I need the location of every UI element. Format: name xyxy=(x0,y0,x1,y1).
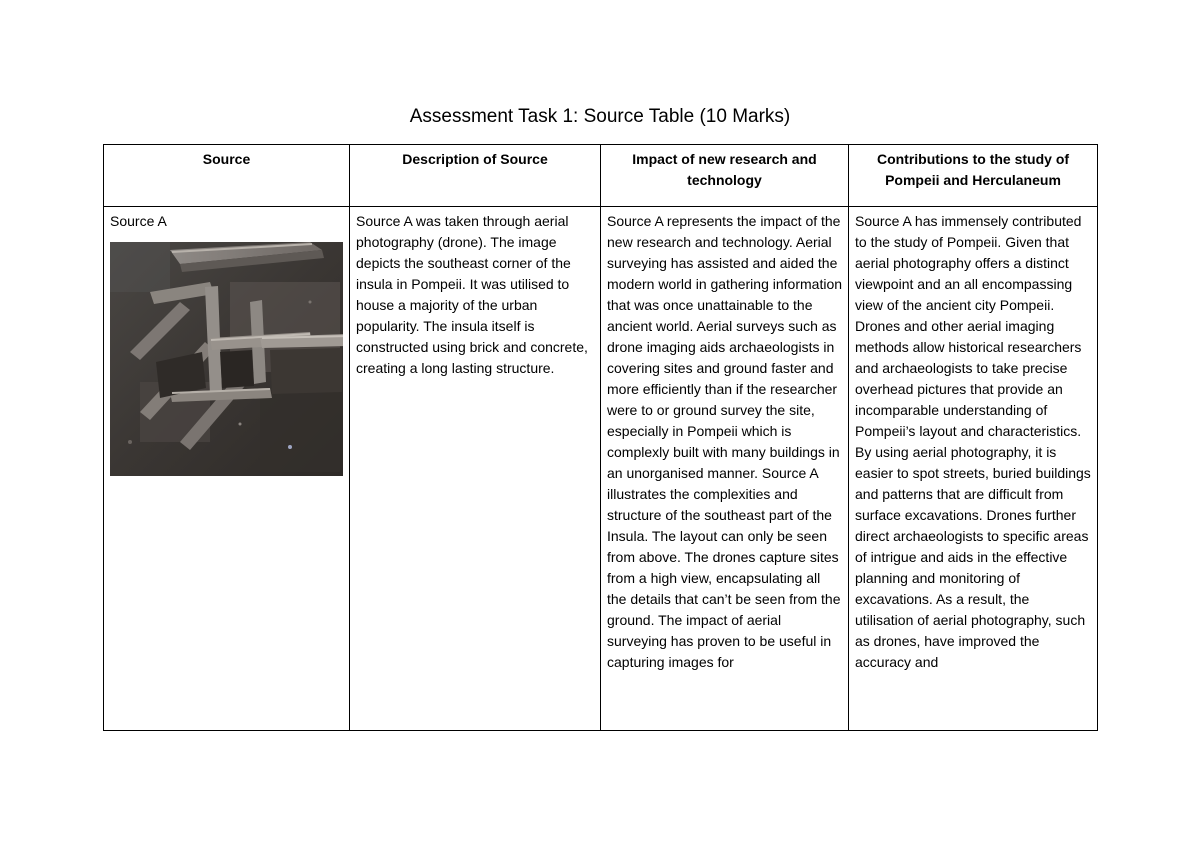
aerial-photo-of-insula-ruins xyxy=(110,242,343,476)
impact-cell xyxy=(601,207,849,731)
description-cell xyxy=(350,207,601,731)
impact-text: Source A represents the impact of the new research and technology. Aerial surveying has assisted and aided the modern world in gathering information that was once unattainable to the ancient world. Aerial surveys such as drone imaging aids archaeologists in covering sites and ground faster and more efficiently than if the researcher were to or ground survey the site, especially in Pompeii which is complexly built with many buildings in an unorganised manner. Source A illustrates the complexities and structure of the southeast part of the Insula. The layout can only be seen from above. The drones capture sites from a high view, encapsulating all the details that can’t be seen from the ground. The impact of aerial surveying has proven to be useful in capturing images for xyxy=(607,213,842,670)
description-text: Source A was taken through aerial photography (drone). The image depicts the southeast corner of the insula in Pompeii. It was utilised to house a majority of the urban popularity. The insula itself is constructed using brick and concrete, creating a long lasting structure. xyxy=(356,213,588,376)
table-header-row xyxy=(104,145,1098,207)
page-title: Assessment Task 1: Source Table (10 Marks) xyxy=(409,106,791,127)
source-label: Source A xyxy=(110,213,167,229)
source-cell xyxy=(104,207,350,731)
header-description: Description of Source xyxy=(350,145,601,207)
header-contributions: Contributions to the study of Pompeii and Herculaneum xyxy=(849,145,1098,207)
header-source: Source xyxy=(104,145,350,207)
table-row xyxy=(104,207,1098,731)
contributions-text: Source A has immensely contributed to the study of Pompeii. Given that aerial photography offers a distinct viewpoint and an all encompassing view of the ancient city Pompeii. Drones and other aerial imaging methods allow historical researchers and archaeologists to take precise overhead pictures that provide an incomparable understanding of Pompeii’s layout and characteristics. By using aerial photography, it is easier to spot streets, buried buildings and patterns that are difficult from surface excavations. Drones further direct archaeologists to specific areas of intrigue and aids in the effective planning and monitoring of excavations. As a result, the utilisation of aerial photography, such as drones, have improved the accuracy and xyxy=(855,213,1091,670)
header-impact: Impact of new research and technology xyxy=(601,145,849,207)
source-table xyxy=(103,144,1098,731)
contributions-cell xyxy=(849,207,1098,731)
